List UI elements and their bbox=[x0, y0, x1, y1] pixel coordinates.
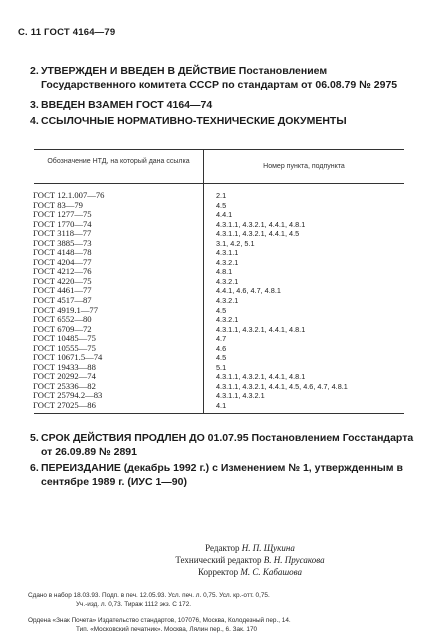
row-document: ГОСТ 3118—77 bbox=[33, 228, 92, 239]
row-document: ГОСТ 6552—80 bbox=[33, 314, 92, 325]
row-clauses: 3.1, 4.2, 5.1 bbox=[216, 238, 255, 248]
credit-editor: Редактор Н. П. Щукина bbox=[205, 543, 295, 553]
row-document: ГОСТ 12.1.007—76 bbox=[33, 190, 105, 200]
page-header: С. 11 ГОСТ 4164—79 bbox=[18, 27, 116, 38]
row-clauses: 4.7 bbox=[216, 334, 227, 344]
row-document: ГОСТ 4220—75 bbox=[33, 275, 92, 286]
item-validity: 5. СРОК ДЕЙСТВИЯ ПРОДЛЕН ДО 01.07.95 Постановлением Госстандарта от 26.09.89 № 2891 bbox=[30, 432, 414, 458]
row-document: ГОСТ 4212—76 bbox=[33, 266, 92, 277]
row-document: ГОСТ 1277—75 bbox=[33, 209, 92, 220]
row-clauses: 4.3.1.1, 4.3.2.1, 4.4.1, 4.8.1 bbox=[216, 324, 306, 334]
row-clauses: 4.4.1, 4.6, 4.7, 4.8.1 bbox=[216, 286, 281, 296]
row-clauses: 4.3.1.1, 4.3.2.1, 4.4.1, 4.8.1 bbox=[216, 219, 306, 229]
row-document: ГОСТ 4919.1—77 bbox=[33, 304, 99, 315]
table-header-document: Обозначение НТД, на который дана ссылка bbox=[47, 158, 190, 165]
print-info: Сдано в набор 18.03.93. Подп. в печ. 12.05.93. Усл. печ. л. 0,75. Усл. кр.-отт. 0,75. Уч.-изд. л. 0,73. Тираж 1112 экз. С 172. bbox=[28, 592, 270, 608]
row-clauses: 4.3.2.1 bbox=[216, 276, 239, 286]
item-references: 4. ССЫЛОЧНЫЕ НОРМАТИВНО-ТЕХНИЧЕСКИЕ ДОКУМЕНТЫ bbox=[30, 115, 347, 127]
row-document: ГОСТ 4517—87 bbox=[33, 295, 92, 306]
row-document: ГОСТ 25794.2—83 bbox=[33, 390, 103, 401]
row-clauses: 4.3.1.1, 4.3.2.1 bbox=[216, 391, 265, 401]
table-bottom-rule bbox=[34, 413, 404, 414]
row-clauses: 4.3.1.1 bbox=[216, 248, 239, 258]
row-document: ГОСТ 20292—74 bbox=[33, 371, 96, 382]
row-document: ГОСТ 19433—88 bbox=[33, 361, 96, 372]
reference-table bbox=[0, 191, 422, 411]
row-document: ГОСТ 4204—77 bbox=[33, 256, 92, 267]
row-document: ГОСТ 3885—73 bbox=[33, 237, 92, 248]
credits bbox=[100, 542, 400, 578]
table-header-rule bbox=[34, 183, 404, 184]
row-clauses: 4.3.2.1 bbox=[216, 296, 239, 306]
row-document: ГОСТ 83—79 bbox=[33, 199, 83, 210]
item-replaced: 3. ВВЕДЕН ВЗАМЕН ГОСТ 4164—74 bbox=[30, 99, 213, 111]
row-document: ГОСТ 10671.5—74 bbox=[33, 352, 103, 363]
row-document: ГОСТ 27025—86 bbox=[33, 400, 96, 411]
row-document: ГОСТ 25336—82 bbox=[33, 380, 96, 391]
row-document: ГОСТ 6709—72 bbox=[33, 323, 92, 334]
row-clauses: 2.1 bbox=[216, 191, 227, 200]
row-clauses: 4.3.2.1 bbox=[216, 315, 239, 325]
row-clauses: 4.5 bbox=[216, 305, 227, 315]
row-document: ГОСТ 1770—74 bbox=[33, 218, 92, 229]
row-clauses: 4.5 bbox=[216, 200, 227, 210]
row-clauses: 4.3.1.1, 4.3.2.1, 4.4.1, 4.8.1 bbox=[216, 372, 306, 382]
row-clauses: 4.1 bbox=[216, 401, 227, 411]
row-clauses: 4.6 bbox=[216, 343, 227, 353]
publisher-info: Ордена «Знак Почета» Издательство стандартов, 107076, Москва, Колодезный пер., 14. Тип. «Московский печатник». Москва, Лялин пер., 6. Зак. 170 bbox=[28, 617, 291, 633]
row-clauses: 4.8.1 bbox=[216, 267, 233, 277]
row-clauses: 4.3.1.1, 4.3.2.1, 4.4.1, 4.5 bbox=[216, 229, 300, 239]
row-clauses: 4.5 bbox=[216, 353, 227, 363]
row-document: ГОСТ 10485—75 bbox=[33, 333, 96, 344]
item-approved: 2. УТВЕРЖДЕН И ВВЕДЕН В ДЕЙСТВИЕ Постановлением Государственного комитета СССР по стандартам от 06.08.79 № 2975 bbox=[30, 65, 398, 91]
credit-proofreader: Корректор М. С. Кабашова bbox=[197, 567, 303, 577]
item-reprint: 6. ПЕРЕИЗДАНИЕ (декабрь 1992 г.) с Изменением № 1, утвержденным в сентябре 1989 г. (ИУС 1—90) bbox=[30, 462, 403, 488]
row-clauses: 4.4.1 bbox=[216, 210, 233, 220]
row-document: ГОСТ 4148—78 bbox=[33, 247, 92, 258]
row-clauses: 4.3.1.1, 4.3.2.1, 4.4.1, 4.5, 4.6, 4.7, 4.8.1 bbox=[216, 381, 348, 391]
table-row bbox=[0, 401, 422, 411]
row-document: ГОСТ 10555—75 bbox=[33, 342, 96, 353]
row-document: ГОСТ 4461—77 bbox=[33, 285, 92, 296]
row-clauses: 4.3.2.1 bbox=[216, 257, 239, 267]
row-clauses: 5.1 bbox=[216, 362, 227, 372]
table-top-rule bbox=[34, 149, 404, 150]
credit-tech-editor: Технический редактор В. Н. Прусакова bbox=[175, 555, 325, 565]
table-header-clause: Номер пункта, подпункта bbox=[263, 163, 345, 170]
